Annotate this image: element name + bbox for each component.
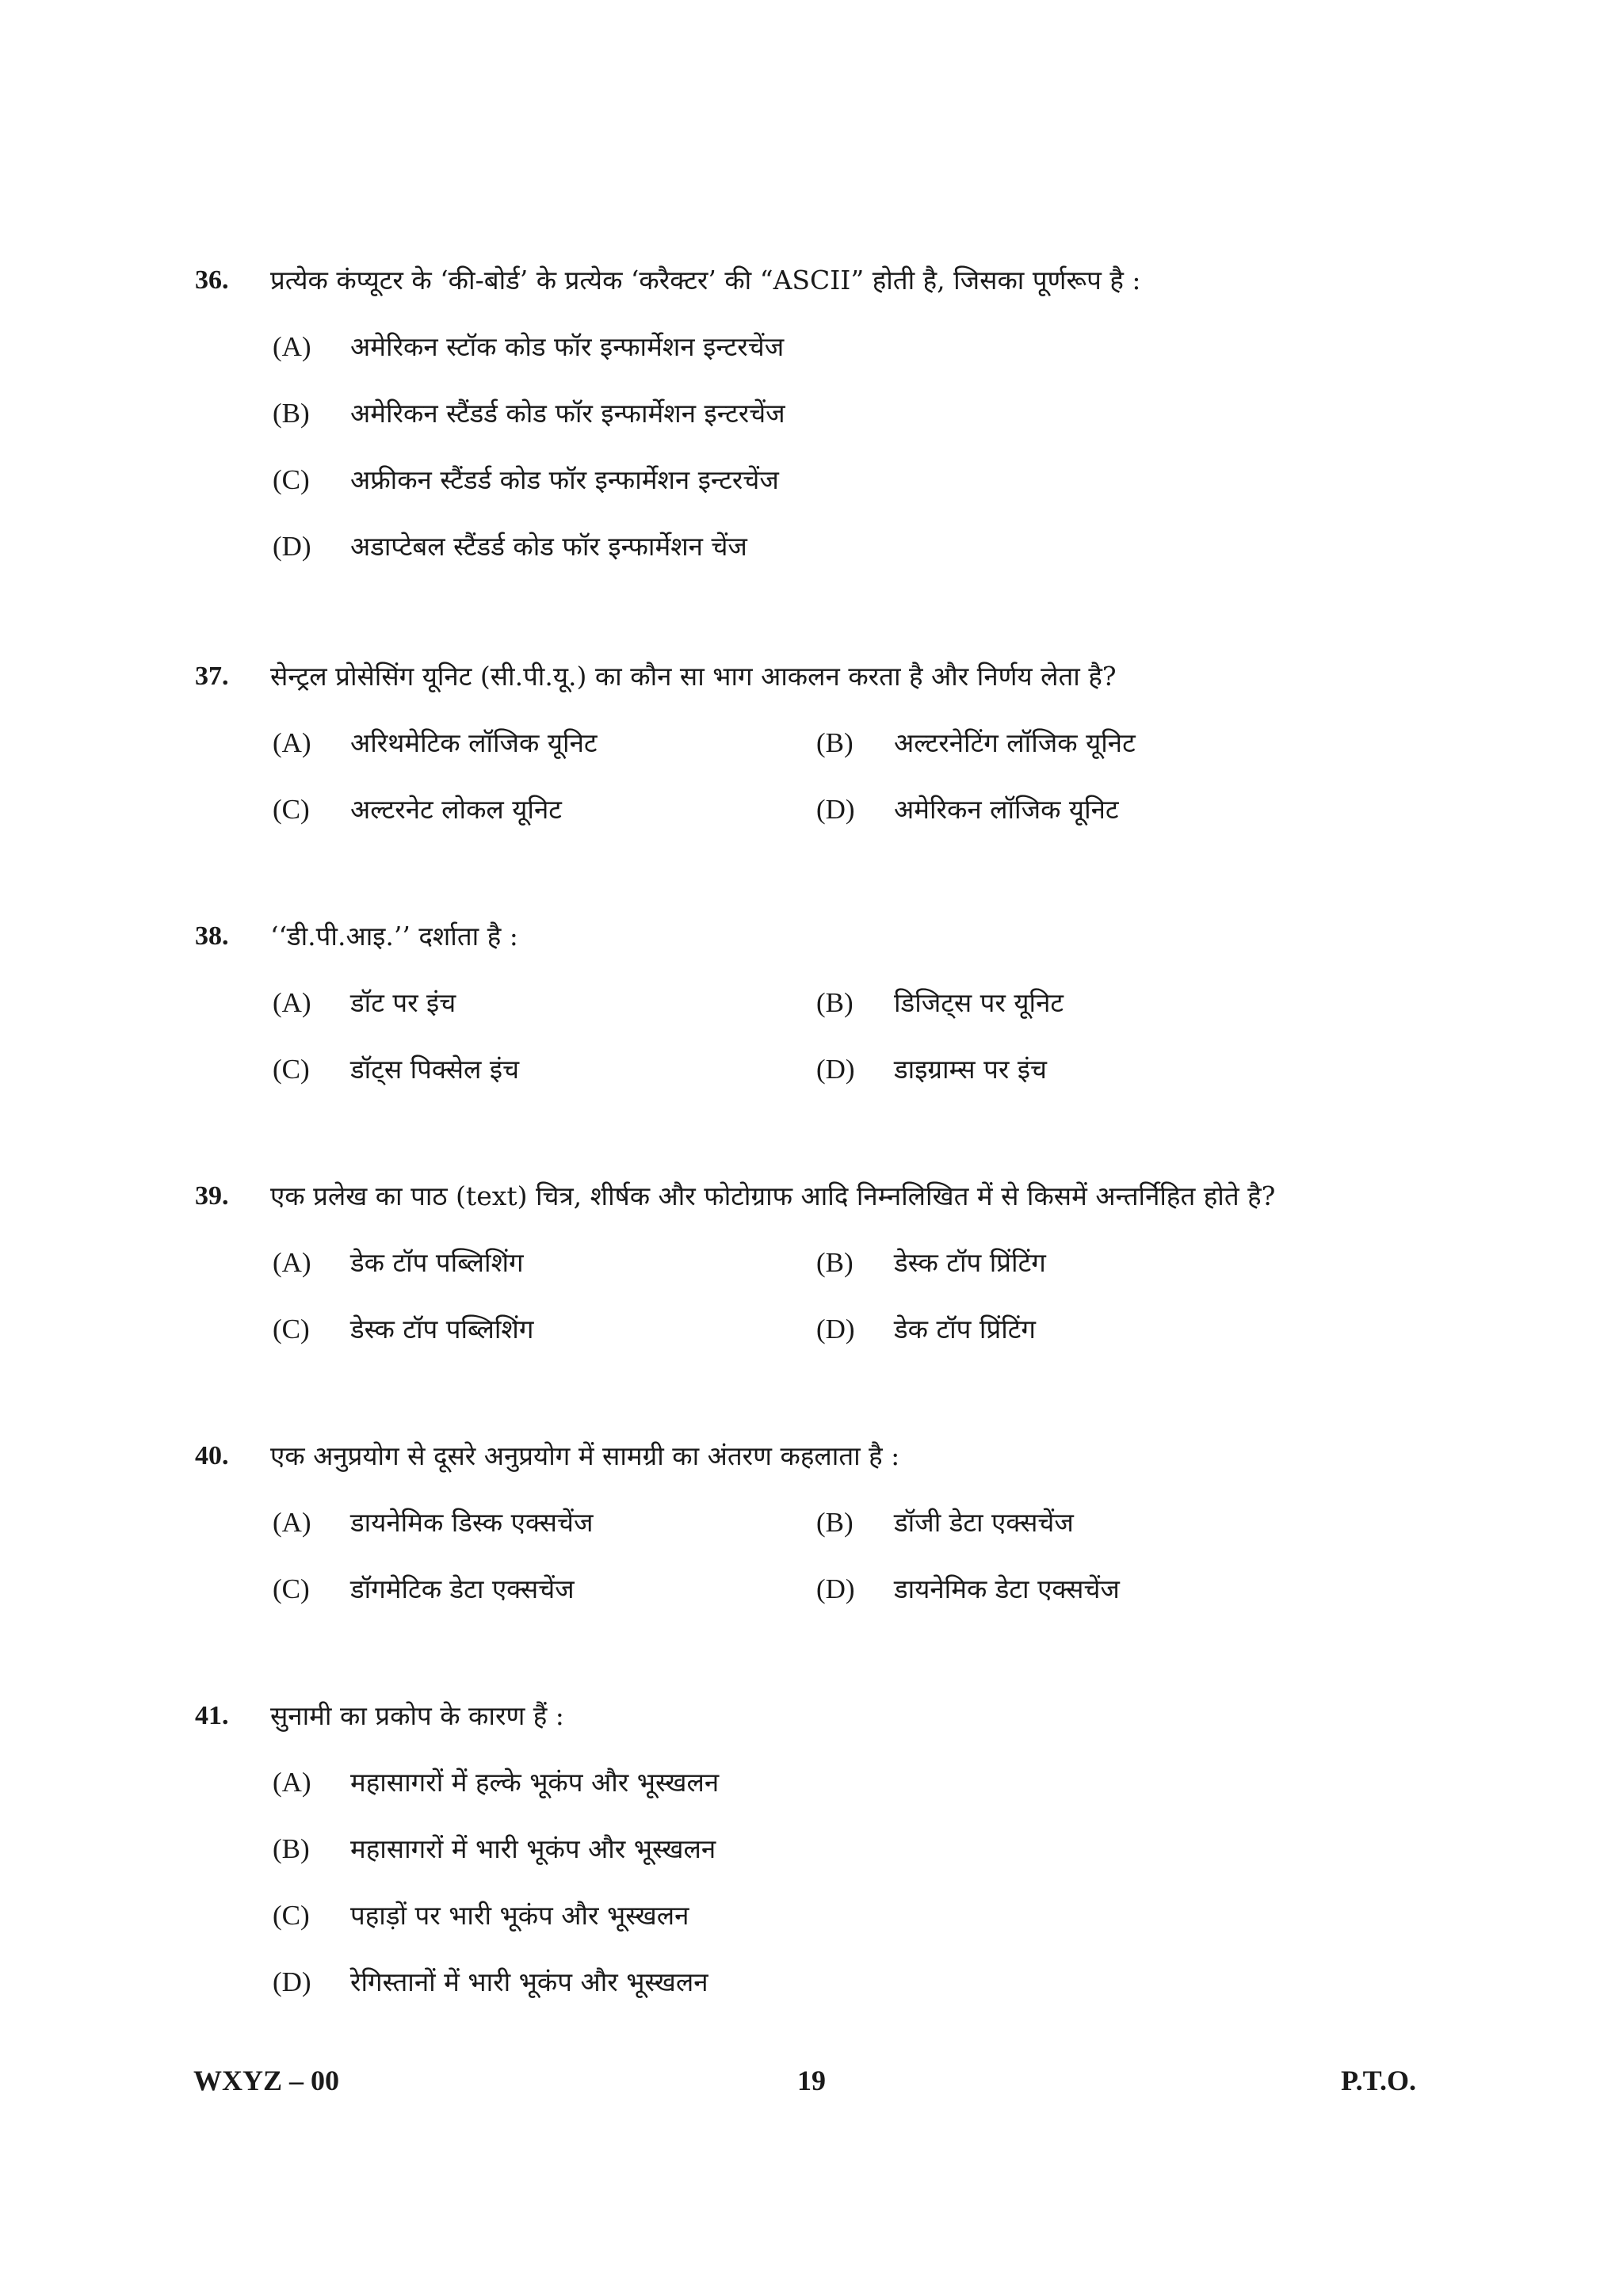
option-text: डेस्क टॉप प्रिंटिंग (894, 1247, 1046, 1278)
option-text: अमेरिकन स्टैंडर्ड कोड फॉर इन्फार्मेशन इन्टरचेंज (350, 398, 785, 429)
option-letter: (B) (273, 1833, 310, 1864)
option-text: अमेरिकन स्टॉक कोड फॉर इन्फार्मेशन इन्टरचेंज (350, 331, 785, 362)
question-number: 41. (195, 1701, 229, 1730)
option-text: अफ्रीकन स्टैंडर्ड कोड फॉर इन्फार्मेशन इन्टरचेंज (350, 464, 779, 495)
option-letter: (D) (816, 1054, 855, 1085)
option-text: अल्टरनेटिंग लॉजिक यूनिट (894, 727, 1136, 758)
option-text: महासागरों में हल्के भूकंप और भूस्खलन (350, 1767, 720, 1798)
option-text: डायनेमिक डिस्क एक्सचेंज (350, 1507, 594, 1538)
option-letter: (C) (273, 794, 310, 825)
question-number: 40. (195, 1441, 229, 1470)
option-letter: (A) (273, 1767, 311, 1798)
option-text: डायनेमिक डेटा एक्सचेंज (894, 1573, 1120, 1604)
option-letter: (C) (273, 1054, 310, 1085)
paper-code: WXYZ – 00 (193, 2065, 340, 2096)
question-text: एक प्रलेख का पाठ (text) चित्र, शीर्षक और फोटोग्राफ आदि निम्नलिखित में से किसमें अन्तर्निहित होते है? (270, 1180, 1276, 1211)
option-letter: (B) (816, 1507, 854, 1538)
option-text: महासागरों में भारी भूकंप और भूस्खलन (350, 1833, 716, 1864)
question-text: ‘‘डी.पी.आइ.’’ दर्शाता है : (270, 921, 518, 952)
option-letter: (D) (816, 794, 855, 825)
option-text: डेक टॉप प्रिंटिंग (894, 1314, 1036, 1344)
page-number: 19 (797, 2065, 826, 2096)
option-text: अमेरिकन लॉजिक यूनिट (894, 794, 1119, 825)
option-letter: (A) (273, 987, 311, 1018)
option-text: डॉगमेटिक डेटा एक्सचेंज (350, 1573, 575, 1604)
option-text: डिजिट्स पर यूनिट (894, 987, 1064, 1018)
option-letter: (C) (273, 1314, 310, 1344)
question-text: प्रत्येक कंप्यूटर के ‘की-बोर्ड’ के प्रत्येक ‘करैक्टर’ की “ASCII” होती है, जिसका पूर्णरूप है : (270, 265, 1141, 296)
option-letter: (C) (273, 464, 310, 495)
option-letter: (B) (816, 1247, 854, 1278)
option-letter: (C) (273, 1573, 310, 1604)
question-number: 37. (195, 662, 229, 691)
option-letter: (D) (816, 1573, 855, 1604)
option-text: डॉजी डेटा एक्सचेंज (894, 1507, 1074, 1538)
option-text: डेस्क टॉप पब्लिशिंग (350, 1314, 534, 1344)
question-number: 39. (195, 1181, 229, 1211)
option-letter: (B) (816, 727, 854, 758)
option-text: डेक टॉप पब्लिशिंग (350, 1247, 524, 1278)
option-text: डॉट पर इंच (350, 987, 456, 1018)
question-text: सेन्ट्रल प्रोसेसिंग यूनिट (सी.पी.यू.) का कौन सा भाग आकलन करता है और निर्णय लेता है? (270, 661, 1117, 692)
question-text: सुनामी का प्रकोप के कारण हैं : (270, 1700, 564, 1731)
option-text: अडाप्टेबल स्टैंडर्ड कोड फॉर इन्फार्मेशन चेंज (350, 531, 747, 562)
option-letter: (A) (273, 727, 311, 758)
option-letter: (A) (273, 1507, 311, 1538)
option-text: रेगिस्तानों में भारी भूकंप और भूस्खलन (350, 1966, 708, 1997)
question-number: 36. (195, 265, 229, 295)
option-text: अल्टरनेट लोकल यूनिट (350, 794, 562, 825)
option-letter: (B) (816, 987, 854, 1018)
question-text: एक अनुप्रयोग से दूसरे अनुप्रयोग में सामग्री का अंतरण कहलाता है : (270, 1440, 900, 1471)
option-letter: (D) (273, 531, 311, 562)
option-letter: (A) (273, 1247, 311, 1278)
pto-label: P.T.O. (1341, 2065, 1417, 2096)
option-text: पहाड़ों पर भारी भूकंप और भूस्खलन (350, 1900, 689, 1931)
option-letter: (D) (273, 1966, 311, 1997)
option-letter: (C) (273, 1900, 310, 1931)
option-letter: (A) (273, 331, 311, 362)
option-text: अरिथमेटिक लॉजिक यूनिट (350, 727, 598, 758)
option-text: डाइग्राम्स पर इंच (894, 1054, 1047, 1085)
option-text: डॉट्स पिक्सेल इंच (350, 1054, 520, 1085)
option-letter: (B) (273, 398, 310, 429)
option-letter: (D) (816, 1314, 855, 1344)
question-number: 38. (195, 921, 229, 951)
